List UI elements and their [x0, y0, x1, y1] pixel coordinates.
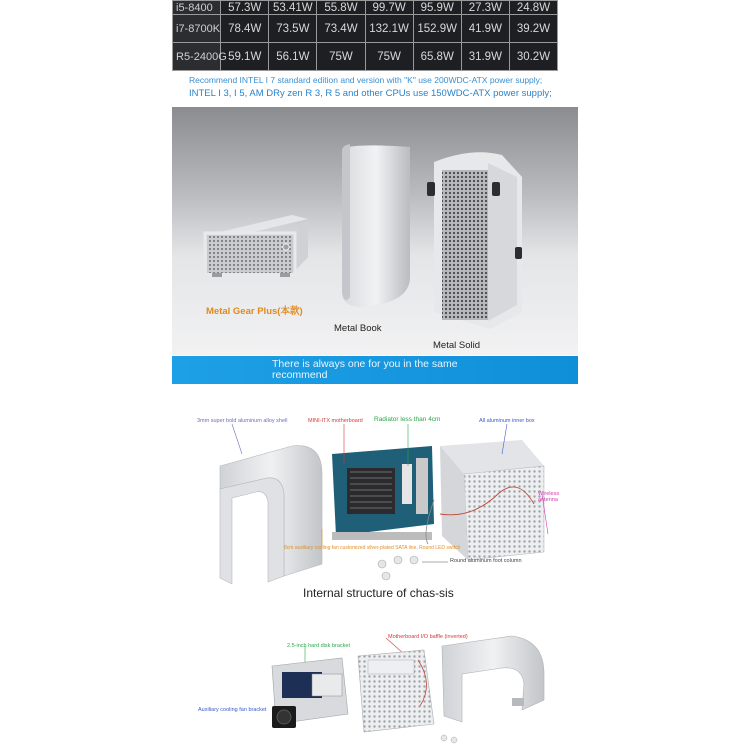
annotation-foot: Round aluminum foot column	[450, 558, 522, 564]
value-cell: 27.3W	[461, 1, 509, 15]
table-row	[173, 43, 558, 71]
value-cell: 55.8W	[317, 1, 365, 15]
value-cell: 30.2W	[509, 43, 557, 71]
annotation-shell: 3mm super bold aluminum alloy shell	[197, 418, 288, 424]
cpu-cell: i5-8400	[173, 1, 221, 15]
motherboard-assembly	[332, 446, 434, 540]
value-cell: 41.9W	[461, 15, 509, 43]
value-cell: 99.7W	[365, 1, 413, 15]
table-row	[173, 15, 558, 43]
product-lineup-photo	[172, 107, 578, 355]
hdd-bracket-assembly	[272, 658, 348, 728]
annotation-radiator: Radiator less than 4cm	[374, 416, 441, 423]
annotation-inner-box: All aluminum inner box	[479, 418, 535, 424]
recommendation-line-2: INTEL I 3, I 5, AM DRy zen R 3, R 5 and other CPUs use 150WDC-ATX power supply;	[189, 88, 552, 99]
shell-bottom	[442, 636, 544, 722]
banner-text: There is always one for you in the same recommend	[272, 358, 458, 381]
table-row	[173, 1, 558, 15]
foot-columns	[378, 556, 418, 580]
value-cell: 132.1W	[365, 15, 413, 43]
recommendation-line-1: Recommend INTEL I 7 standard edition and version with "K" use 200WDC-ATX power supply;	[189, 75, 543, 85]
value-cell: 31.9W	[461, 43, 509, 71]
annotation-antenna: Wireless antenna	[538, 491, 560, 503]
annotation-motherboard: MINI-ITX motherboard	[308, 418, 363, 424]
metal-gear-plus-case	[205, 215, 308, 277]
value-cell: 56.1W	[269, 43, 317, 71]
product-lineup-illustration	[172, 107, 578, 355]
value-cell: 75W	[317, 43, 365, 71]
inner-box-bottom	[358, 650, 434, 732]
value-cell: 24.8W	[509, 1, 557, 15]
product-label-solid: Metal Solid	[433, 340, 480, 351]
product-label-book: Metal Book	[334, 323, 382, 334]
recommend-banner	[172, 356, 578, 384]
internal-structure-title: Internal structure of chas-sis	[303, 586, 454, 600]
value-cell: 53.41W	[269, 1, 317, 15]
annotation-baffle: Motherboard I/O baffle (inverted)	[388, 634, 468, 640]
value-cell: 95.9W	[413, 1, 461, 15]
value-cell: 73.4W	[317, 15, 365, 43]
internal-structure-illustration	[172, 384, 578, 750]
annotation-accessories: 8cm auxiliary cooling fan customized silver-plated SATA line, Round LED switch	[284, 545, 461, 551]
value-cell: 65.8W	[413, 43, 461, 71]
cpu-cell: i7-8700K	[173, 15, 221, 43]
product-label-gear: Metal Gear Plus(本款)	[206, 306, 303, 317]
value-cell: 73.5W	[269, 15, 317, 43]
annotation-hdd: 2.5-inch hard disk bracket	[287, 643, 350, 649]
value-cell: 57.3W	[221, 1, 269, 15]
value-cell: 39.2W	[509, 15, 557, 43]
annotation-fan-bracket: Auxiliary cooling fan bracket	[198, 707, 267, 713]
internal-structure-diagram	[172, 384, 578, 750]
power-consumption-table	[172, 0, 558, 70]
value-cell: 152.9W	[413, 15, 461, 43]
inner-aluminum-box	[440, 440, 544, 560]
metal-book-case	[342, 144, 410, 307]
cpu-cell: R5-2400G	[173, 43, 221, 71]
metal-solid-case	[427, 152, 522, 329]
value-cell: 75W	[365, 43, 413, 71]
value-cell: 78.4W	[221, 15, 269, 43]
value-cell: 59.1W	[221, 43, 269, 71]
aluminum-shell	[220, 446, 322, 584]
